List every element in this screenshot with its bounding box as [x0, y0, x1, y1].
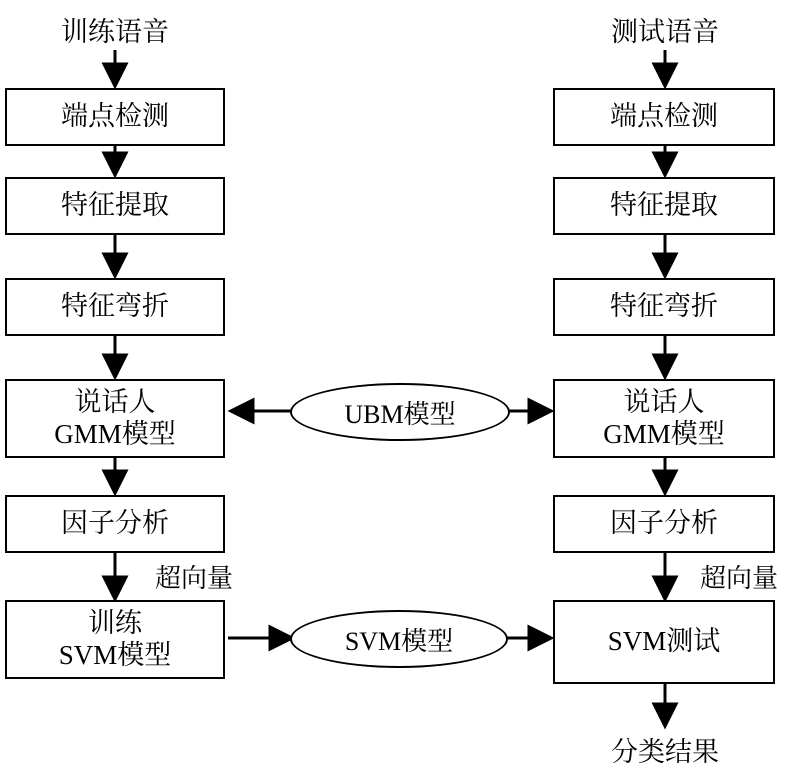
left-box-train-svm-model-label-line2: SVM模型 — [58, 639, 172, 670]
right-box-speaker-gmm-model-label-line2: GMM模型 — [603, 418, 725, 449]
right-edge-label-supervector: 超向量 — [700, 564, 779, 593]
left-box-factor-analysis — [5, 495, 225, 553]
left-box-feature-warping-label: 特征弯折 — [61, 291, 169, 322]
right-box-endpoint-detection-label: 端点检测 — [610, 101, 718, 132]
right-box-speaker-gmm-model-label-line1: 说话人 — [623, 386, 705, 417]
center-ellipse-ubm-model — [290, 383, 510, 441]
left-box-speaker-gmm-model-label-line1: 说话人 — [74, 386, 156, 417]
right-box-svm-test-label: SVM测试 — [607, 626, 721, 657]
right-box-feature-extraction-label: 特征提取 — [610, 190, 718, 221]
left-box-endpoint-detection — [5, 88, 225, 146]
right-input-caption: 测试语音 — [611, 17, 719, 47]
right-box-feature-warping-label: 特征弯折 — [610, 291, 718, 322]
right-box-feature-warping — [553, 278, 775, 336]
right-box-speaker-gmm-model — [553, 379, 775, 458]
center-ellipse-svm-model — [290, 610, 508, 668]
center-ellipse-ubm-model-label: UBM模型 — [344, 399, 456, 429]
left-edge-label-supervector: 超向量 — [155, 564, 234, 593]
right-box-factor-analysis-label: 因子分析 — [610, 508, 718, 539]
right-box-factor-analysis — [553, 495, 775, 553]
left-box-train-svm-model-label-line1: 训练 — [88, 607, 142, 638]
left-box-train-svm-model — [5, 600, 225, 679]
left-box-endpoint-detection-label: 端点检测 — [61, 101, 169, 132]
right-box-feature-extraction — [553, 177, 775, 235]
left-box-feature-extraction-label: 特征提取 — [61, 190, 169, 221]
right-box-svm-test — [553, 600, 775, 684]
left-input-caption: 训练语音 — [61, 17, 169, 47]
center-ellipse-svm-model-label: SVM模型 — [344, 626, 454, 656]
left-box-speaker-gmm-model-label-line2: GMM模型 — [54, 418, 176, 449]
left-box-feature-extraction — [5, 177, 225, 235]
left-box-speaker-gmm-model — [5, 379, 225, 458]
right-output-caption: 分类结果 — [611, 737, 719, 767]
left-box-feature-warping — [5, 278, 225, 336]
right-box-endpoint-detection — [553, 88, 775, 146]
left-box-factor-analysis-label: 因子分析 — [61, 508, 169, 539]
